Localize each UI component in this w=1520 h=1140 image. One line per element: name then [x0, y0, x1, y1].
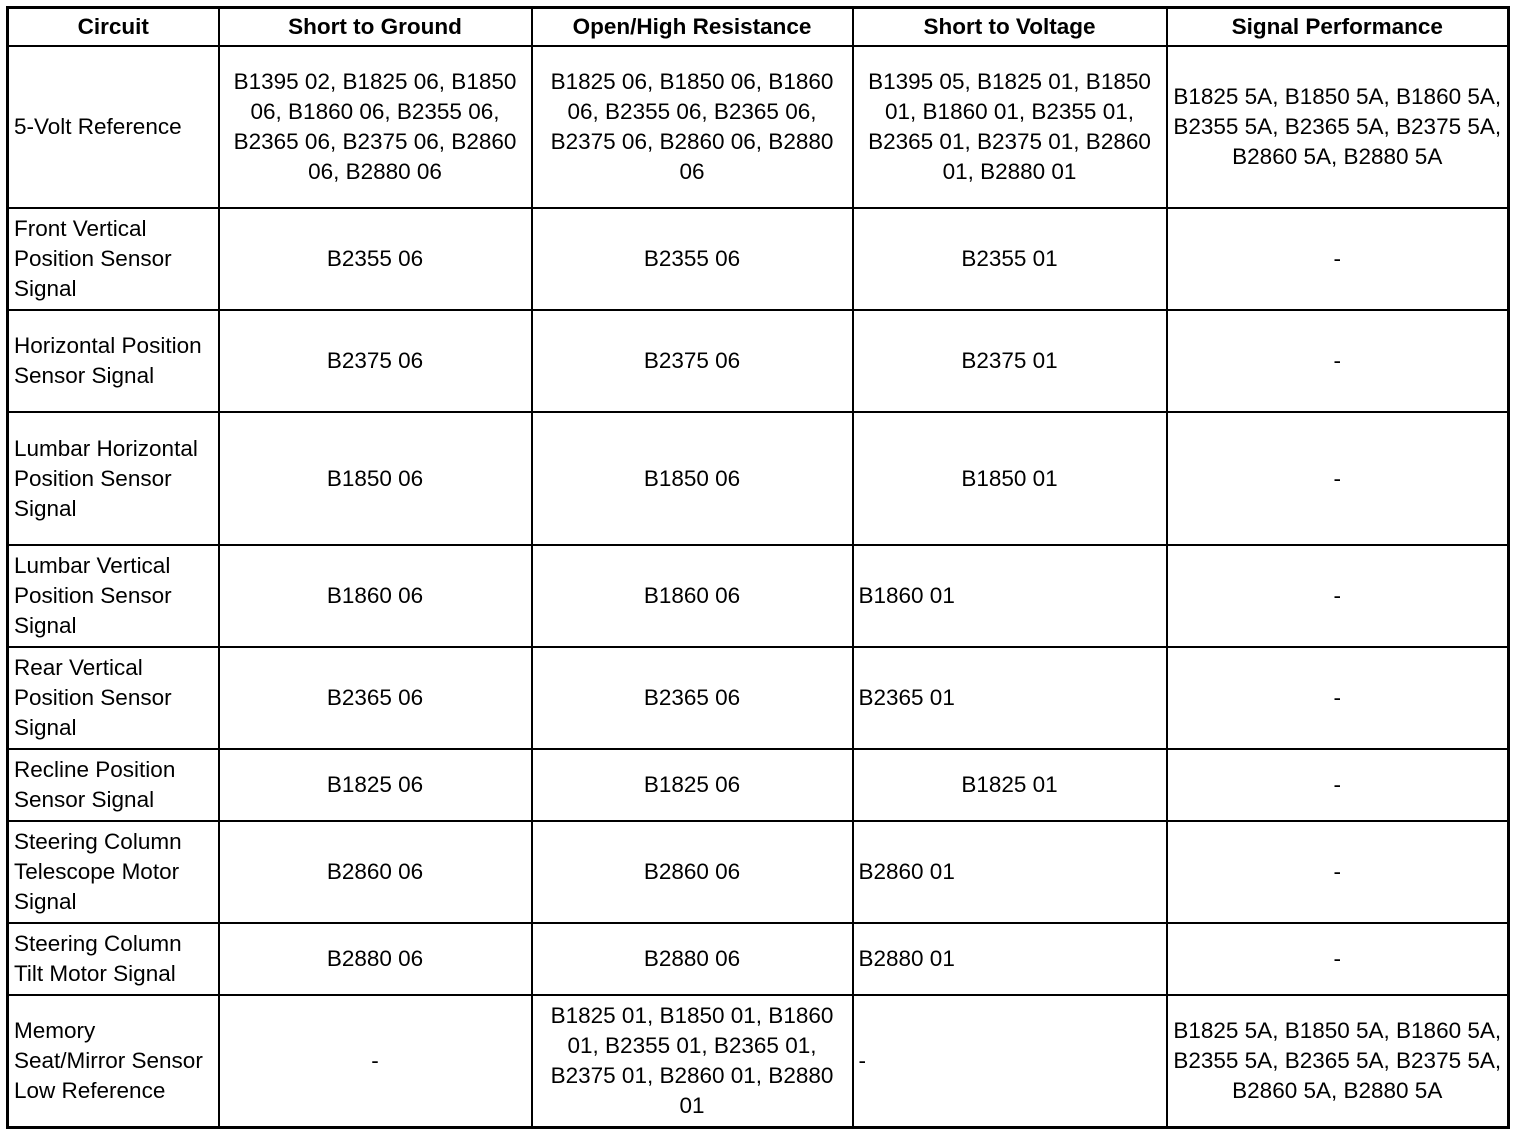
- short-to-ground-cell: B1860 06: [219, 545, 532, 647]
- header-circuit: Circuit: [8, 8, 219, 47]
- short-to-voltage-cell: B1850 01: [853, 412, 1167, 545]
- header-open-high-resistance: Open/High Resistance: [532, 8, 853, 47]
- open-high-resistance-cell: B1860 06: [532, 545, 853, 647]
- short-to-ground-cell: B2880 06: [219, 923, 532, 995]
- table-row: [8, 821, 1509, 923]
- table-row: [8, 412, 1509, 545]
- open-high-resistance-cell: B1825 06: [532, 749, 853, 821]
- short-to-ground-cell: B1850 06: [219, 412, 532, 545]
- signal-performance-cell: -: [1167, 821, 1509, 923]
- short-to-ground-cell: -: [219, 995, 532, 1127]
- short-to-ground-cell: B2375 06: [219, 310, 532, 412]
- table-row: [8, 995, 1509, 1127]
- table-row: [8, 749, 1509, 821]
- header-row: [8, 8, 1509, 47]
- circuit-cell: Lumbar Vertical Position Sensor Signal: [8, 545, 219, 647]
- short-to-ground-cell: B2860 06: [219, 821, 532, 923]
- open-high-resistance-cell: B2365 06: [532, 647, 853, 749]
- short-to-voltage-cell: B2355 01: [853, 208, 1167, 310]
- circuit-cell: Memory Seat/Mirror Sensor Low Reference: [8, 995, 219, 1127]
- signal-performance-cell: -: [1167, 749, 1509, 821]
- short-to-voltage-cell: B2375 01: [853, 310, 1167, 412]
- open-high-resistance-cell: B2355 06: [532, 208, 853, 310]
- open-high-resistance-cell: B1825 06, B1850 06, B1860 06, B2355 06, B2365 06, B2375 06, B2860 06, B2880 06: [532, 46, 853, 208]
- short-to-voltage-cell: B2880 01: [853, 923, 1167, 995]
- circuit-cell: Recline Position Sensor Signal: [8, 749, 219, 821]
- header-short-to-voltage: Short to Voltage: [853, 8, 1167, 47]
- short-to-ground-cell: B2365 06: [219, 647, 532, 749]
- signal-performance-cell: -: [1167, 923, 1509, 995]
- short-to-voltage-cell: B1860 01: [853, 545, 1167, 647]
- table-row: [8, 46, 1509, 208]
- circuit-cell: Front Vertical Position Sensor Signal: [8, 208, 219, 310]
- short-to-voltage-cell: B2365 01: [853, 647, 1167, 749]
- circuit-cell: 5-Volt Reference: [8, 46, 219, 208]
- header-short-to-ground: Short to Ground: [219, 8, 532, 47]
- open-high-resistance-cell: B2880 06: [532, 923, 853, 995]
- circuit-cell: Steering Column Tilt Motor Signal: [8, 923, 219, 995]
- circuit-cell: Horizontal Position Sensor Signal: [8, 310, 219, 412]
- circuit-cell: Lumbar Horizontal Position Sensor Signal: [8, 412, 219, 545]
- open-high-resistance-cell: B2860 06: [532, 821, 853, 923]
- table-row: [8, 545, 1509, 647]
- signal-performance-cell: B1825 5A, B1850 5A, B1860 5A, B2355 5A, B2365 5A, B2375 5A, B2860 5A, B2880 5A: [1167, 46, 1509, 208]
- circuit-cell: Rear Vertical Position Sensor Signal: [8, 647, 219, 749]
- dtc-circuit-table: [6, 6, 1510, 1129]
- short-to-ground-cell: B1395 02, B1825 06, B1850 06, B1860 06, B2355 06, B2365 06, B2375 06, B2860 06, B2880 06: [219, 46, 532, 208]
- short-to-voltage-cell: -: [853, 995, 1167, 1127]
- open-high-resistance-cell: B1850 06: [532, 412, 853, 545]
- signal-performance-cell: -: [1167, 545, 1509, 647]
- table-row: [8, 208, 1509, 310]
- header-signal-performance: Signal Performance: [1167, 8, 1509, 47]
- circuit-cell: Steering Column Telescope Motor Signal: [8, 821, 219, 923]
- table-row: [8, 310, 1509, 412]
- table-row: [8, 647, 1509, 749]
- short-to-voltage-cell: B2860 01: [853, 821, 1167, 923]
- open-high-resistance-cell: B1825 01, B1850 01, B1860 01, B2355 01, B2365 01, B2375 01, B2860 01, B2880 01: [532, 995, 853, 1127]
- open-high-resistance-cell: B2375 06: [532, 310, 853, 412]
- signal-performance-cell: -: [1167, 310, 1509, 412]
- signal-performance-cell: B1825 5A, B1850 5A, B1860 5A, B2355 5A, B2365 5A, B2375 5A, B2860 5A, B2880 5A: [1167, 995, 1509, 1127]
- short-to-voltage-cell: B1395 05, B1825 01, B1850 01, B1860 01, B2355 01, B2365 01, B2375 01, B2860 01, B2880 01: [853, 46, 1167, 208]
- signal-performance-cell: -: [1167, 208, 1509, 310]
- short-to-ground-cell: B2355 06: [219, 208, 532, 310]
- short-to-ground-cell: B1825 06: [219, 749, 532, 821]
- signal-performance-cell: -: [1167, 647, 1509, 749]
- short-to-voltage-cell: B1825 01: [853, 749, 1167, 821]
- signal-performance-cell: -: [1167, 412, 1509, 545]
- table-row: [8, 923, 1509, 995]
